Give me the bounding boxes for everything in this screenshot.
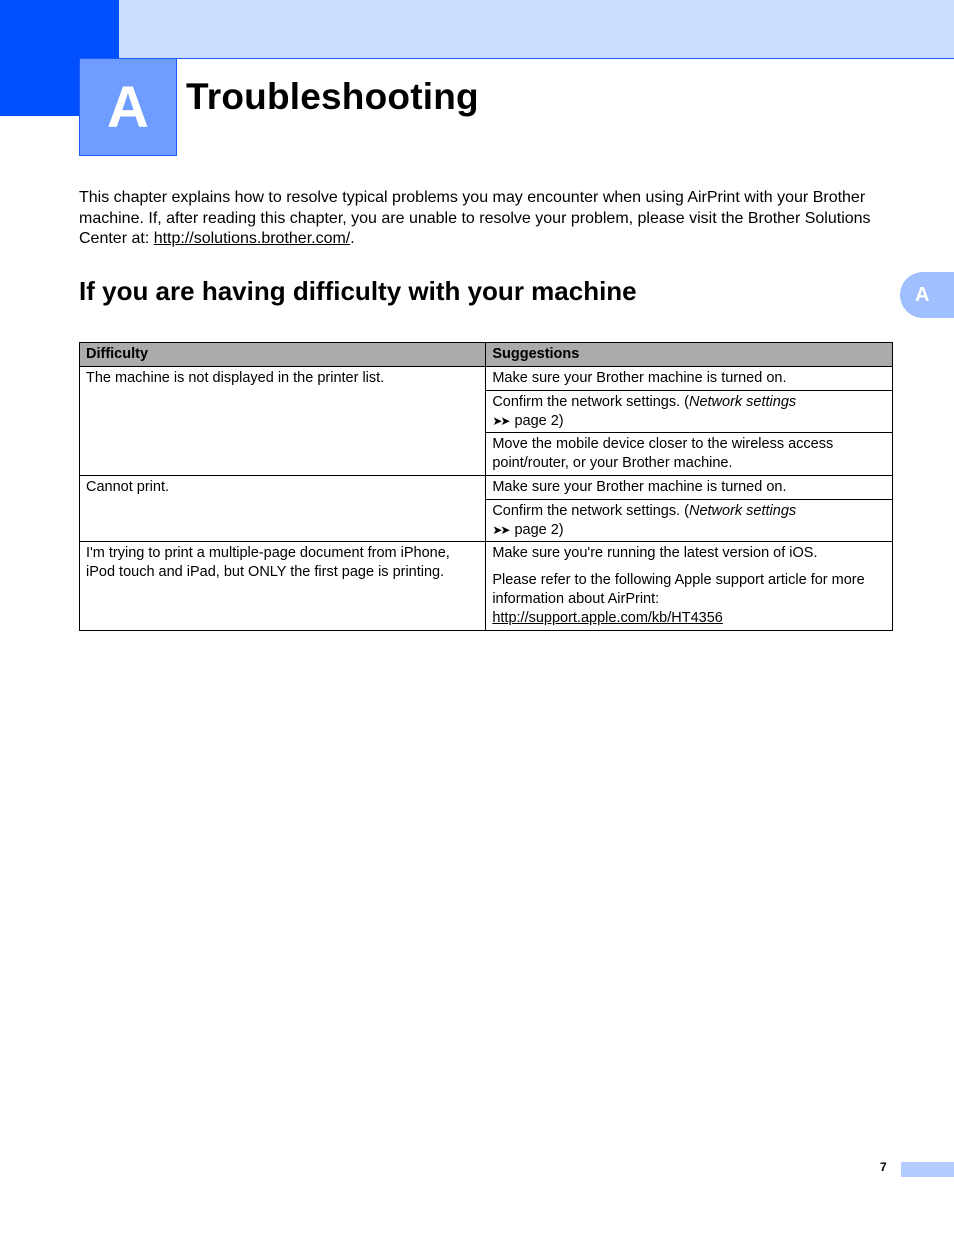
- suggestion-cell: Move the mobile device closer to the wireless access point/router, or your Brother machine.: [486, 433, 893, 476]
- apple-support-link-line: [492, 610, 723, 626]
- suggestion-cell: Make sure your Brother machine is turned on.: [486, 367, 893, 391]
- solutions-center-link[interactable]: http://solutions.brother.com/: [153, 230, 351, 248]
- difficulty-cell: Cannot print.: [80, 475, 486, 541]
- header-band: [0, 0, 954, 59]
- troubleshooting-table: [79, 342, 893, 631]
- chapter-letter: A: [107, 74, 149, 140]
- page-reference: page 2): [514, 412, 564, 429]
- column-header-difficulty: Difficulty: [80, 343, 486, 367]
- suggestion-text: Please refer to the following Apple support article for more information about AirPrint:: [492, 572, 865, 607]
- chapter-title: Troubleshooting: [186, 76, 479, 117]
- chapter-side-tab: [900, 272, 954, 318]
- page-number-bar: [901, 1162, 954, 1177]
- suggestion-cell: [486, 499, 893, 542]
- intro-text-end: .: [350, 230, 355, 248]
- table-header-row: [80, 343, 893, 367]
- network-settings-reference: Network settings: [688, 502, 797, 519]
- table-row: [80, 475, 893, 499]
- difficulty-cell: The machine is not displayed in the printer list.: [80, 367, 486, 476]
- suggestion-cell: [486, 542, 893, 630]
- table-row: [80, 367, 893, 391]
- section-title: If you are having difficulty with your machine: [79, 276, 637, 306]
- suggestion-cell: Make sure your Brother machine is turned on.: [486, 475, 893, 499]
- apple-support-link[interactable]: http://support.apple.com/kb/HT4356: [492, 609, 723, 626]
- suggestion-cell: [486, 390, 893, 433]
- difficulty-cell: I'm trying to print a multiple-page document from iPhone, iPod touch and iPad, but ONLY the first page is printing.: [80, 542, 486, 630]
- double-arrow-icon: ➤➤: [492, 413, 509, 428]
- network-settings-reference: Network settings: [688, 393, 797, 410]
- suggestion-text: Make sure you're running the latest version of iOS.: [492, 545, 818, 562]
- page-reference: page 2): [514, 521, 564, 538]
- suggestion-text: Confirm the network settings. (: [492, 393, 689, 410]
- suggestion-text: Confirm the network settings. (: [492, 502, 689, 519]
- page-number: 7: [880, 1160, 887, 1174]
- table-row: [80, 542, 893, 630]
- double-arrow-icon: ➤➤: [492, 522, 509, 537]
- intro-paragraph: [79, 188, 879, 250]
- side-tab-letter: A: [915, 283, 930, 306]
- chapter-letter-box: [79, 58, 177, 156]
- intro-text: This chapter explains how to resolve typical problems you may encounter when using AirPrint with your Brother machine. If, after reading this chapter, you are unable to resolve your problem, please visit the Brother Solutions Center at:: [79, 189, 871, 248]
- column-header-suggestions: Suggestions: [486, 343, 893, 367]
